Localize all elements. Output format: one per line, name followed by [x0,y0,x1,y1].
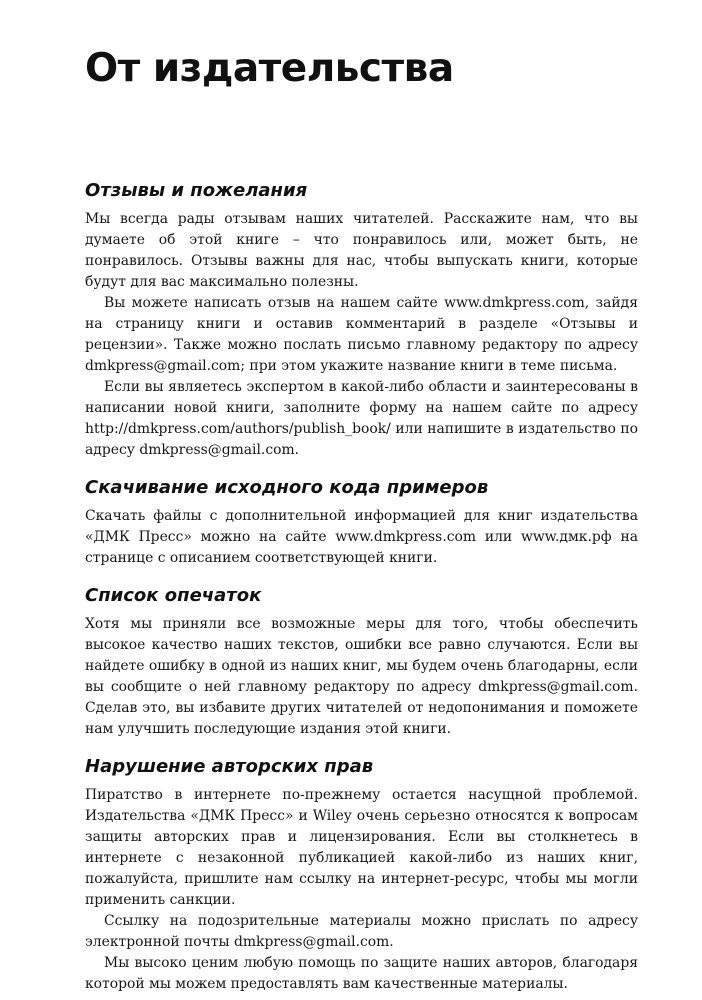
section-heading: Список опечаток [85,585,262,606]
page-title: От издательства [85,46,454,91]
paragraph: Ссылку на подозрительные материалы можно прислать по адресу электронной почты dmkpress@gmail.com. [85,913,638,950]
page-content [85,178,638,995]
paragraph: Вы можете написать отзыв на нашем сайте www.dmkpress.com, зайдя на страницу книги и оставив комментарий в разделе «Отзывы и рецензии». Также можно послать письмо главному редактору по адресу dmkpress@gmail.com; при этом укажите название книги в теме письма. [85,295,638,374]
paragraph: Пиратство в интернете по-прежнему остается насущной проблемой. Издательства «ДМК Пресс» и Wiley очень серьезно относятся к вопросам защиты авторских прав и лицензирования. Если вы столкнетесь в интернете с незаконной публикацией какой-либо из наших книг, пожалуйста, пришлите нам ссылку на интернет-ресурс, чтобы мы могли применить санкции. [85,787,638,908]
section-heading: Нарушение авторских прав [85,756,374,777]
section-copyright [85,754,638,995]
section-errata [85,583,638,740]
paragraph: Мы всегда рады отзывам наших читателей. Расскажите нам, что вы думаете об этой книге – что понравилось или, может быть, не понравилось. Отзывы важны для нас, чтобы выпускать книги, которые будут для вас максимально полезны. [85,211,638,290]
section-heading: Отзывы и пожелания [85,180,308,201]
paragraph: Хотя мы приняли все возможные меры для того, чтобы обеспечить высокое качество наших текстов, ошибки все равно случаются. Если вы найдете ошибку в одной из наших книг, мы будем очень благодарны, если вы сообщите о ней главному редактору по адресу dmkpress@gmail.com. Сделав это, вы избавите других читателей от недопонимания и поможете нам улучшить последующие издания этой книги. [85,616,638,737]
section-heading: Скачивание исходного кода примеров [85,477,489,498]
paragraph: Если вы являетесь экспертом в какой-либо области и заинтересованы в написании новой книги, заполните форму на нашем сайте по адресу http://dmkpress.com/authors/publish_book/ или напишите в издательство по адресу dmkpress@gmail.com. [85,379,638,458]
paragraph: Скачать файлы с дополнительной информацией для книг издательства «ДМК Пресс» можно на сайте www.dmkpress.com или www.дмк.рф на странице с описанием соответствующей книги. [85,508,638,566]
paragraph: Мы высоко ценим любую помощь по защите наших авторов, благодаря которой мы можем предоставлять вам качественные материалы. [85,955,638,992]
section-source-code [85,475,638,569]
section-feedback [85,178,638,461]
